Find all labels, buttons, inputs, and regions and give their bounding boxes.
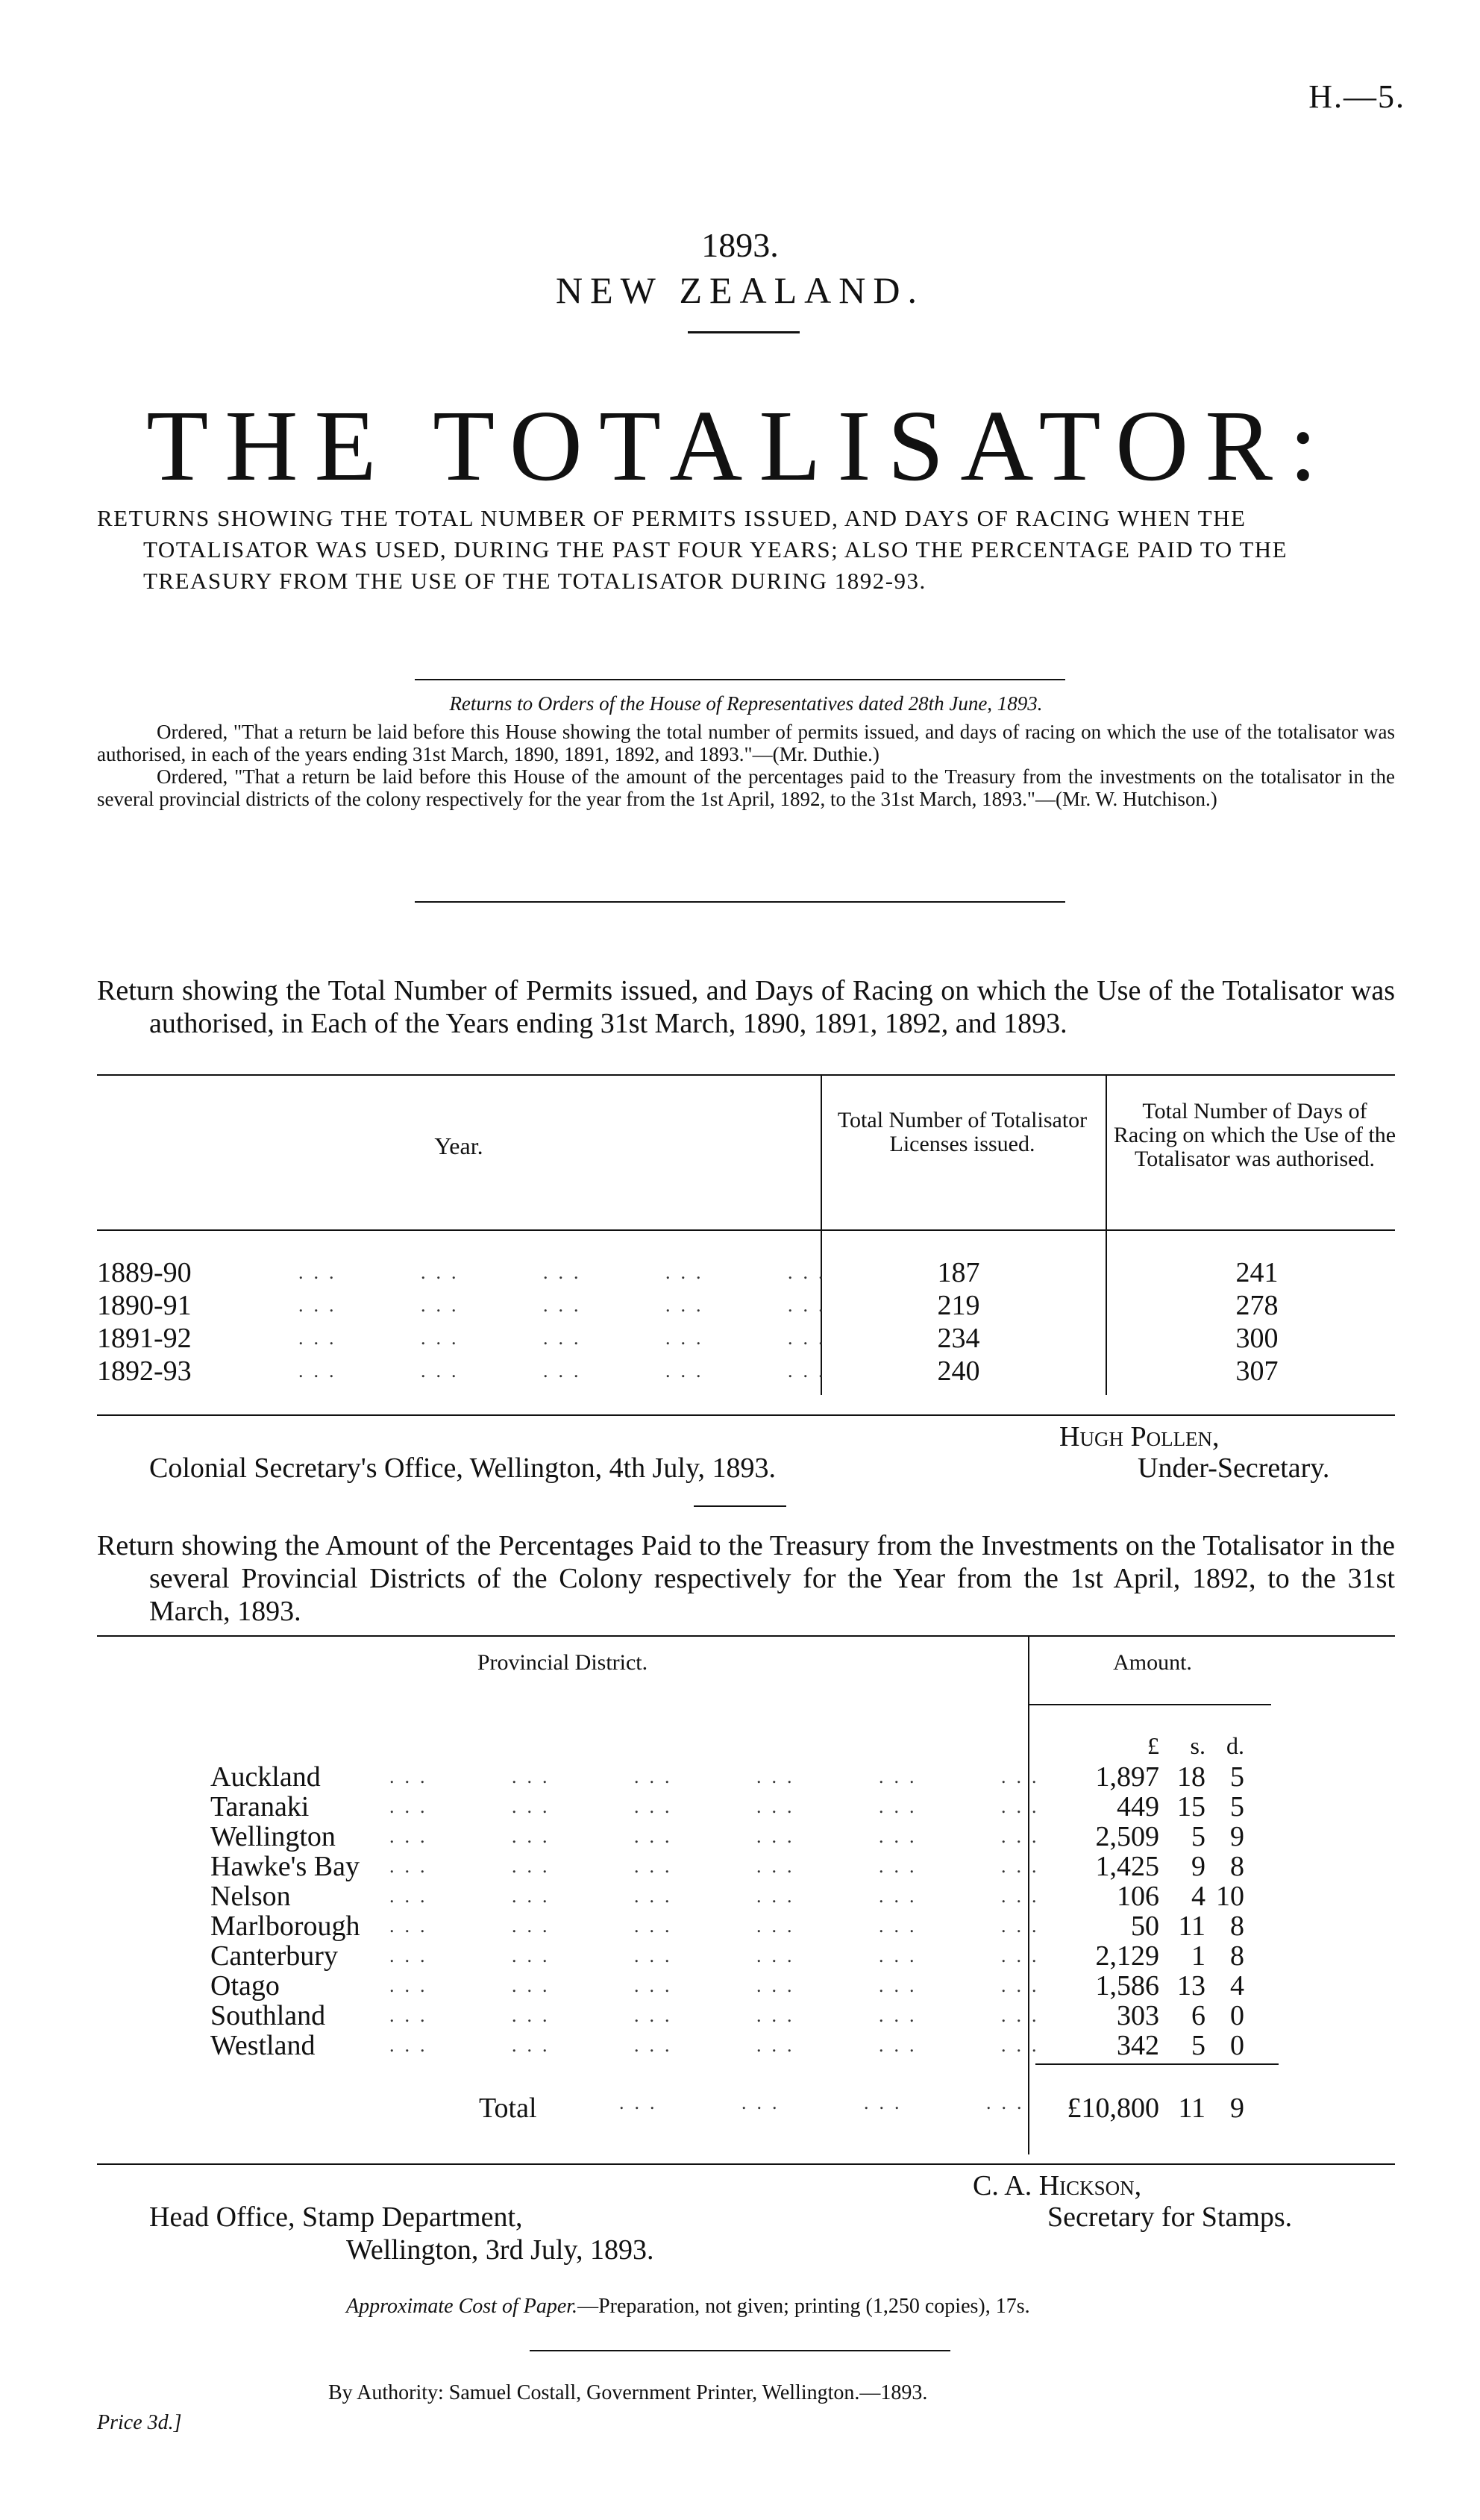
row-pounds: 1,897 (1095, 1761, 1159, 1793)
table-row (210, 2031, 1285, 2060)
total-pounds: £10,800 (1067, 2093, 1159, 2124)
return1-signatory-title: Under-Secretary. (1138, 1452, 1330, 1484)
row-days: 307 (1235, 1355, 1279, 1387)
table-row (210, 1822, 1285, 1852)
table-row (210, 1941, 1285, 1971)
table-row (210, 1762, 1285, 1792)
row-pounds: 1,425 (1095, 1851, 1159, 1882)
leader-dots: ... ... ... ... ... (298, 1261, 834, 1283)
table-row (210, 1971, 1285, 2001)
row-shillings: 5 (1191, 2030, 1205, 2061)
row-pounds: 342 (1117, 2030, 1159, 2061)
table1-header-rule (97, 1229, 1395, 1231)
row-pounds: 2,509 (1095, 1821, 1159, 1852)
leader-dots: ... ... ... ... ... ... (389, 1796, 1047, 1817)
return2-signatory-title: Secretary for Stamps. (1047, 2201, 1293, 2233)
price-note: Price 3d.] (97, 2411, 182, 2434)
row-pounds: 50 (1131, 1911, 1159, 1942)
row-days: 300 (1235, 1323, 1279, 1354)
table1-col-days: Total Number of Days of Racing on which the Use of the Totalisator was authorised. (1113, 1099, 1396, 1171)
row-shillings: 11 (1178, 1911, 1205, 1942)
return2-office-line1: Head Office, Stamp Department, (149, 2201, 523, 2233)
unit-pounds: £ (1147, 1732, 1159, 1759)
return2-office-line2: Wellington, 3rd July, 1893. (346, 2234, 654, 2266)
row-shillings: 4 (1191, 1881, 1205, 1912)
table-row (97, 1322, 1395, 1355)
table-row (210, 1911, 1285, 1941)
total-label: Total (479, 2093, 537, 2124)
table1-col-licenses: Total Number of Totalisator Licenses issued. (837, 1108, 1088, 1156)
row-district: Canterbury (210, 1940, 338, 1972)
row-pence: 4 (1230, 1970, 1244, 2002)
table2-top-rule (97, 1635, 1395, 1637)
row-pence: 8 (1230, 1940, 1244, 1972)
row-licenses: 240 (937, 1355, 980, 1387)
return1-end-rule (694, 1505, 786, 1507)
row-district: Nelson (210, 1881, 291, 1912)
orders-heading: Returns to Orders of the House of Representatives dated 28th June, 1893. (449, 692, 1043, 715)
row-pounds: 2,129 (1095, 1940, 1159, 1972)
row-pounds: 303 (1117, 2000, 1159, 2031)
row-pence: 8 (1230, 1911, 1244, 1942)
return2-signatory-name: C. A. Hickson, (973, 2170, 1142, 2201)
cost-text: —Preparation, not given; printing (1,250 copies), 17s. (577, 2295, 1030, 2318)
cover-subtitle (97, 503, 1395, 597)
row-licenses: 219 (937, 1290, 980, 1321)
row-district: Wellington (210, 1821, 336, 1852)
row-district: Hawke's Bay (210, 1851, 360, 1882)
row-year: 1889-90 (97, 1257, 192, 1288)
total-rule (1035, 2063, 1279, 2065)
table-row (210, 1852, 1285, 1881)
row-pounds: 1,586 (1095, 1970, 1159, 2002)
row-shillings: 6 (1191, 2000, 1205, 2031)
cover-year: 1893. (701, 226, 779, 264)
orders-block (97, 692, 1395, 810)
row-district: Taranaki (210, 1791, 310, 1822)
row-district: Marlborough (210, 1911, 360, 1942)
row-year: 1890-91 (97, 1290, 192, 1321)
leader-dots: ... ... ... ... ... ... (389, 1945, 1047, 1966)
row-shillings: 13 (1177, 1970, 1205, 2002)
order-1: Ordered, "That a return be laid before this House showing the total number of permits issued, and days of racing on which the use of the totalisator was authorised, in each of the years ending 31st March, 1890, 1891, 1892, and 1893."—(Mr. Duthie.) (97, 721, 1395, 765)
return1-office: Colonial Secretary's Office, Wellington, 4th July, 1893. (149, 1452, 777, 1484)
row-district: Otago (210, 1970, 280, 2002)
table1-bottom-rule (97, 1414, 1395, 1416)
footer-rule (530, 2350, 950, 2351)
return1-signatory-name: Hugh Pollen, (1059, 1421, 1220, 1452)
return1-heading: Return showing the Total Number of Permits issued, and Days of Racing on which the Use of the Totalisator was authorised, in Each of the Years ending 31st March, 1890, 1891, 1892, and 1893. (97, 975, 1395, 1039)
table2-total-row (210, 2092, 1285, 2126)
return2-heading-block (97, 1529, 1395, 1628)
printer-authority: By Authority: Samuel Costall, Government Printer, Wellington.—1893. (328, 2381, 928, 2404)
row-shillings: 15 (1177, 1791, 1205, 1822)
total-pence: 9 (1230, 2093, 1244, 2124)
row-shillings: 1 (1191, 1940, 1205, 1972)
table1-col-year: Year. (434, 1132, 483, 1159)
leader-dots: ... ... ... ... ... ... (389, 1915, 1047, 1937)
leader-dots: ... ... ... ... ... (298, 1327, 834, 1349)
row-pounds: 106 (1117, 1881, 1159, 1912)
table-row (97, 1256, 1395, 1289)
leader-dots: ... ... ... ... ... ... (389, 2005, 1047, 2026)
row-pence: 5 (1230, 1761, 1244, 1793)
leader-dots: ... ... ... ... ... ... (389, 1766, 1047, 1787)
page-title: THE TOTALISATOR: (146, 390, 1334, 502)
title-divider (688, 331, 800, 333)
table2-header-rule (1028, 1704, 1271, 1705)
row-district: Auckland (210, 1761, 321, 1793)
return1-heading-block (97, 974, 1395, 1040)
leader-dots: ... ... ... ... ... (298, 1360, 834, 1382)
table-row (210, 2001, 1285, 2031)
orders-bottom-rule (415, 901, 1065, 903)
table-row (97, 1355, 1395, 1388)
cost-label: Approximate Cost of Paper. (346, 2295, 578, 2318)
row-year: 1891-92 (97, 1323, 192, 1354)
cost-note (346, 2295, 1030, 2319)
table1-body (97, 1256, 1395, 1388)
table1-top-rule (97, 1074, 1395, 1076)
orders-top-rule (415, 679, 1065, 680)
table-row (210, 1881, 1285, 1911)
table-row (97, 1289, 1395, 1322)
unit-pence: d. (1226, 1732, 1244, 1759)
leader-dots: ... ... ... ... ... ... (389, 1855, 1047, 1877)
row-district: Southland (210, 2000, 326, 2031)
table-row (210, 1792, 1285, 1822)
row-licenses: 187 (937, 1257, 980, 1288)
row-pence: 5 (1230, 1791, 1244, 1822)
row-shillings: 5 (1191, 1821, 1205, 1852)
table2-body (210, 1762, 1285, 2060)
cover-country: NEW ZEALAND. (556, 269, 924, 311)
leader-dots: ... ... ... ... (619, 2092, 1032, 2113)
table2-col-amount: Amount. (1113, 1650, 1192, 1675)
row-days: 278 (1235, 1290, 1279, 1321)
row-pence: 9 (1230, 1821, 1244, 1852)
document-reference: H.—5. (1308, 78, 1405, 115)
leader-dots: ... ... ... ... ... ... (389, 2034, 1047, 2056)
row-pence: 8 (1230, 1851, 1244, 1882)
leader-dots: ... ... ... ... ... (298, 1294, 834, 1316)
table2-bottom-rule (97, 2163, 1395, 2165)
row-pence: 0 (1230, 2000, 1244, 2031)
row-district: Westland (210, 2030, 316, 2061)
row-days: 241 (1235, 1257, 1279, 1288)
row-pence: 0 (1230, 2030, 1244, 2061)
row-licenses: 234 (937, 1323, 980, 1354)
leader-dots: ... ... ... ... ... ... (389, 1885, 1047, 1907)
unit-shillings: s. (1190, 1732, 1205, 1759)
row-year: 1892-93 (97, 1355, 192, 1387)
return2-heading: Return showing the Amount of the Percentages Paid to the Treasury from the Investments on the Totalisator in the several Provincial Districts of the Colony respectively for the Year from the 1st April, 1892, to the 31st March, 1893. (97, 1530, 1395, 1627)
row-pence: 10 (1216, 1881, 1244, 1912)
order-2: Ordered, "That a return be laid before this House of the amount of the percentages paid to the Treasury from the investments on the totalisator in the several provincial districts of the colony respectively for the year from the 1st April, 1892, to the 31st March, 1893."—(Mr. W. Hutchison.) (97, 765, 1395, 810)
table2-col-district: Provincial District. (477, 1650, 648, 1675)
leader-dots: ... ... ... ... ... ... (389, 1825, 1047, 1847)
total-shillings: 11 (1178, 2093, 1205, 2124)
row-shillings: 18 (1177, 1761, 1205, 1793)
row-shillings: 9 (1191, 1851, 1205, 1882)
row-pounds: 449 (1117, 1791, 1159, 1822)
subtitle-text: RETURNS SHOWING THE TOTAL NUMBER OF PERMITS ISSUED, AND DAYS OF RACING WHEN THE TOTALISATOR WAS USED, DURING THE PAST FOUR YEARS; ALSO THE PERCENTAGE PAID TO THE TREASURY FROM THE USE OF THE TOTALISATOR DURING 1892-93. (97, 505, 1288, 594)
leader-dots: ... ... ... ... ... ... (389, 1975, 1047, 1996)
